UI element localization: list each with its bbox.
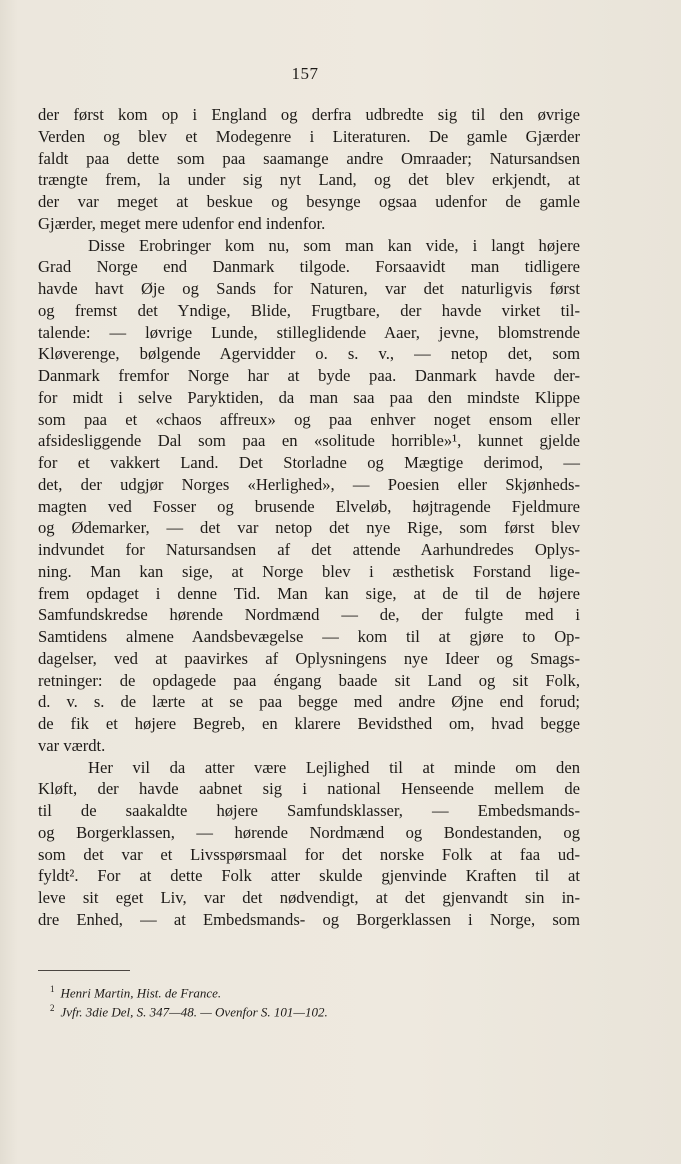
text-line: Grad Norge end Danmark tilgode. Forsaavidt man tidligere	[38, 257, 580, 277]
text-line: var værdt.	[38, 735, 106, 755]
text-line: Kløft, der havde aabnet sig i national Henseende mellem de	[38, 779, 580, 799]
text-line: Verden og blev et Modegenre i Literaturen. De gamle Gjærder	[38, 126, 580, 146]
text-line: Samtidens almene Aandsbevægelse — kom til at gjøre to Op-	[38, 627, 580, 646]
footnote-divider	[38, 970, 130, 971]
text-line: magten ved Fosser og brusende Elveløb, højtragende Fjeldmure	[38, 496, 580, 516]
text-line: Gjærder, meget mere udenfor end indenfor.	[38, 213, 326, 233]
text-line: og Borgerklassen, — hørende Nordmænd og Bondestanden, og	[38, 822, 580, 842]
text-line: afsidesliggende Dal som paa en «solitude horrible»¹, kunnet gjelde	[38, 431, 580, 451]
footnote-text: Jvfr. 3die Del, S. 347—48. — Ovenfor S. 101—102.	[60, 1004, 328, 1020]
text-line: Danmark fremfor Norge har at byde paa. Danmark havde der-	[38, 366, 580, 385]
text-line: dre Enhed, — at Embedsmands- og Borgerklassen i Norge, som	[38, 909, 580, 929]
text-line: som paa et «chaos affreux» og paa enhver noget ensom eller	[38, 409, 580, 429]
text-line: indvundet for Natursandsen af det attende Aarhundredes Oplys-	[38, 540, 580, 559]
text-line: retninger: de opdagede paa éngang baade sit Land og sit Folk,	[38, 670, 580, 690]
text-line: og Ødemarker, — det var netop det nye Rige, som først blev	[38, 518, 580, 538]
text-line: der var meget at beskue og besynge ogsaa udenfor de gamle	[38, 192, 580, 211]
text-line: dagelser, ved at paavirkes af Oplysningens nye Ideer og Smags-	[38, 648, 580, 668]
text-line: Disse Erobringer kom nu, som man kan vide, i langt højere	[88, 235, 580, 255]
text-line: leve sit eget Liv, var det nødvendigt, at det gjenvandt sin in-	[38, 888, 580, 907]
footnotes	[50, 980, 570, 1018]
text-line: frem opdaget i denne Tid. Man kan sige, at de til de højere	[38, 583, 580, 603]
text-line: Samfundskredse hørende Nordmænd — de, der fulgte med i	[38, 605, 580, 625]
text-line: fyldt². For at dette Folk atter skulde gjenvinde Kraften til at	[38, 866, 580, 886]
footnote-mark: 1	[50, 984, 55, 994]
text-line: for et vakkert Land. Det Storladne og Mægtige derimod, —	[38, 453, 580, 472]
text-line: Her vil da atter være Lejlighed til at minde om den	[88, 757, 580, 777]
footnote-mark: 2	[50, 1003, 55, 1013]
text-line: d. v. s. de lærte at se paa begge med andre Øjne end forud;	[38, 692, 580, 712]
text-line: som det var et Livsspørsmaal for det norske Folk at faa ud-	[38, 844, 580, 864]
text-line: faldt paa dette som paa saamange andre Omraader; Natursandsen	[38, 148, 580, 168]
footnote	[50, 999, 570, 1018]
text-line: ning. Man kan sige, at Norge blev i æsthetisk Forstand lige-	[38, 561, 580, 581]
text-line: det, der udgjør Norges «Herlighed», — Poesien eller Skjønheds-	[38, 474, 580, 494]
body-text	[38, 104, 580, 931]
footnote-text: Henri Martin, Hist. de France.	[60, 985, 222, 1001]
text-line: der først kom op i England og derfra udbredte sig til den øvrige	[38, 105, 580, 124]
text-line: og fremst det Yndige, Blide, Frugtbare, der havde virket til-	[38, 300, 580, 320]
text-line: til de saakaldte højere Samfundsklasser, — Embedsmands-	[38, 801, 580, 820]
text-line: talende: — løvrige Lunde, stilleglidende Aaer, jevne, blomstrende	[38, 322, 580, 342]
text-line: for midt i selve Paryktiden, da man saa paa den mindste Klippe	[38, 387, 580, 407]
page-number: 157	[291, 64, 319, 83]
text-line: de fik et højere Begreb, en klarere Bevidsthed om, hvad begge	[38, 714, 580, 733]
footnote	[50, 980, 570, 999]
text-line: havde havt Øje og Sands for Naturen, var det naturligvis først	[38, 279, 580, 298]
text-line: Kløverenge, bølgende Agervidder o. s. v., — netop det, som	[38, 344, 580, 364]
text-line: trængte frem, la under sig nyt Land, og det blev erkjendt, at	[38, 170, 580, 190]
